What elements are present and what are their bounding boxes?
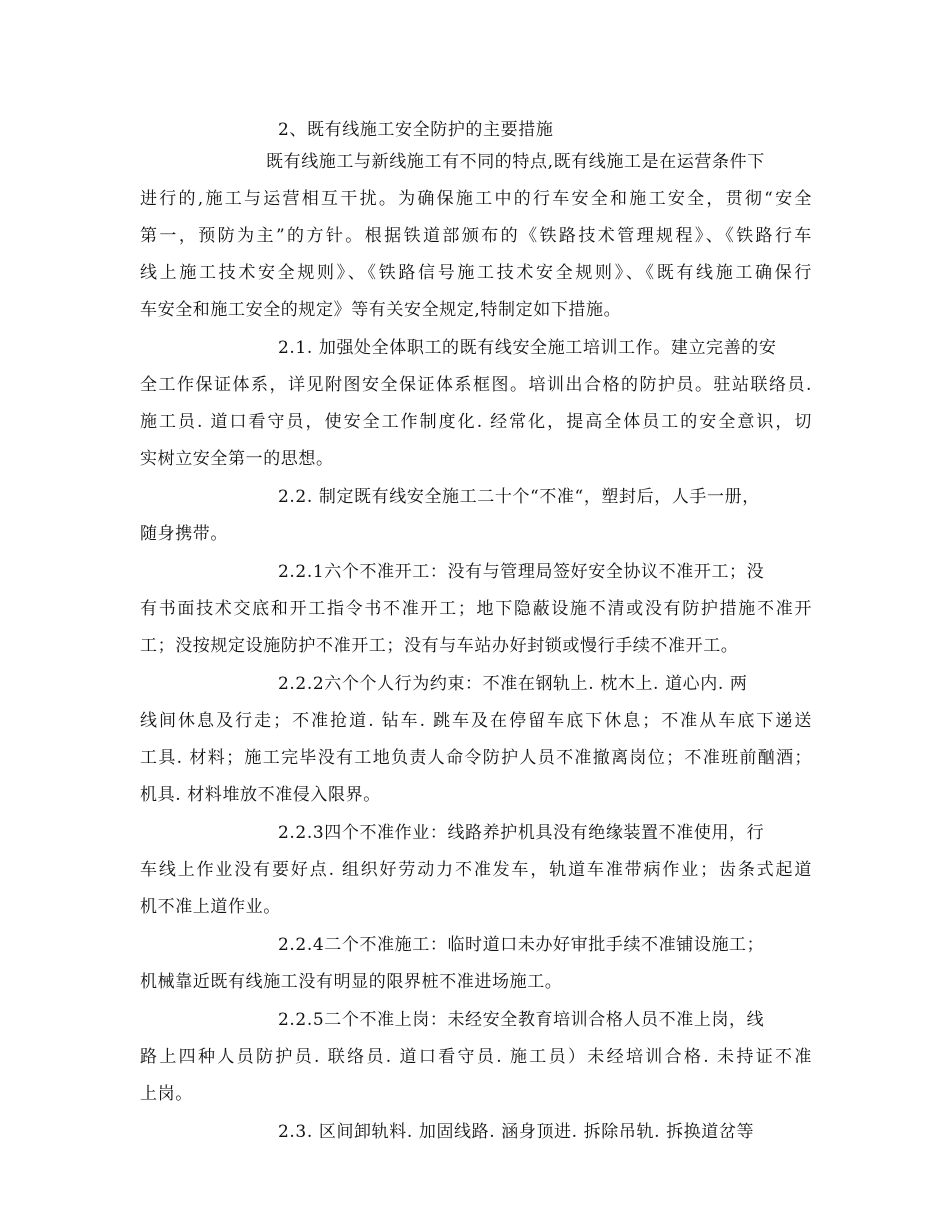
paragraph-line: 机不准上道作业。 bbox=[140, 897, 281, 917]
paragraph-line: 机械靠近既有线施工没有明显的限界桩不准进场施工。 bbox=[140, 972, 563, 992]
paragraph-line: 车线上作业没有要好点. 组织好劳动力不准发车，轨道车准带病作业；齿条式起道 bbox=[140, 860, 812, 880]
paragraph-line: 随身携带。 bbox=[140, 524, 228, 544]
paragraph-line: 2.3. 区间卸轨料. 加固线路. 涵身顶进. 拆除吊轨. 拆换道岔等 bbox=[278, 1122, 755, 1142]
paragraph-line: 线间休息及行走；不准抢道. 钻车. 跳车及在停留车底下休息；不准从车底下递送 bbox=[140, 711, 812, 731]
paragraph-line: 2.2.1六个不准开工：没有与管理局签好安全协议不准开工；没 bbox=[278, 562, 765, 582]
paragraph-line: 工；没按规定设施防护不准开工；没有与车站办好封锁或慢行手续不准开工。 bbox=[140, 636, 739, 656]
paragraph-line: 上岗。 bbox=[140, 1084, 193, 1104]
paragraph-line: 2.2.3四个不准作业：线路养护机具没有绝缘装置不准使用，行 bbox=[278, 823, 765, 843]
paragraph-line: 第一，预防为主”的方针。根据铁道部颁布的《铁路技术管理规程》、《铁路行车 bbox=[140, 226, 812, 246]
paragraph-line: 路上四种人员防护员. 联络员. 道口看守员. 施工员）未经培训合格. 未持证不准 bbox=[140, 1047, 812, 1067]
paragraph-line: 2.2.4二个不准施工：临时道口未办好审批手续不准铺设施工； bbox=[278, 935, 765, 955]
paragraph-line: 全工作保证体系，详见附图安全保证体系框图。培训出合格的防护员。驻站联络员. bbox=[140, 375, 812, 395]
paragraph-line: 实树立安全第一的思想。 bbox=[140, 449, 334, 469]
paragraph-line: 2.2. 制定既有线安全施工二十个“不准“，塑封后，人手一册， bbox=[278, 487, 760, 507]
paragraph-line: 车安全和施工安全的规定》等有关安全规定,特制定如下措施。 bbox=[140, 300, 622, 320]
paragraph-line: 工具. 材料；施工完毕没有工地负责人命令防护人员不准撤离岗位；不准班前酗酒； bbox=[140, 748, 812, 768]
paragraph-line: 机具. 材料堆放不准侵入限界。 bbox=[140, 785, 381, 805]
paragraph-line: 线上施工技术安全规则》、《铁路信号施工技术安全规则》、《既有线施工确保行 bbox=[140, 263, 812, 283]
paragraph-line: 施工员. 道口看守员，使安全工作制度化. 经常化，提高全体员工的安全意识，切 bbox=[140, 412, 812, 432]
paragraph-line: 2.2.2六个个人行为约束：不准在钢轨上. 枕木上. 道心内. 两 bbox=[278, 674, 748, 694]
paragraph-line: 有书面技术交底和开工指令书不准开工；地下隐蔽设施不清或没有防护措施不准开 bbox=[140, 599, 812, 619]
paragraph-line: 2.1. 加强处全体职工的既有线安全施工培训工作。建立完善的安 bbox=[278, 338, 777, 358]
paragraph-line: 既有线施工与新线施工有不同的特点,既有线施工是在运营条件下 bbox=[266, 152, 765, 172]
paragraph-line: 2.2.5二个不准上岗：未经安全教育培训合格人员不准上岗，线 bbox=[278, 1010, 765, 1030]
section-heading: 2、既有线施工安全防护的主要措施 bbox=[278, 120, 554, 140]
paragraph-line: 进行的,施工与运营相互干扰。为确保施工中的行车安全和施工安全，贯彻“安全 bbox=[140, 189, 812, 209]
